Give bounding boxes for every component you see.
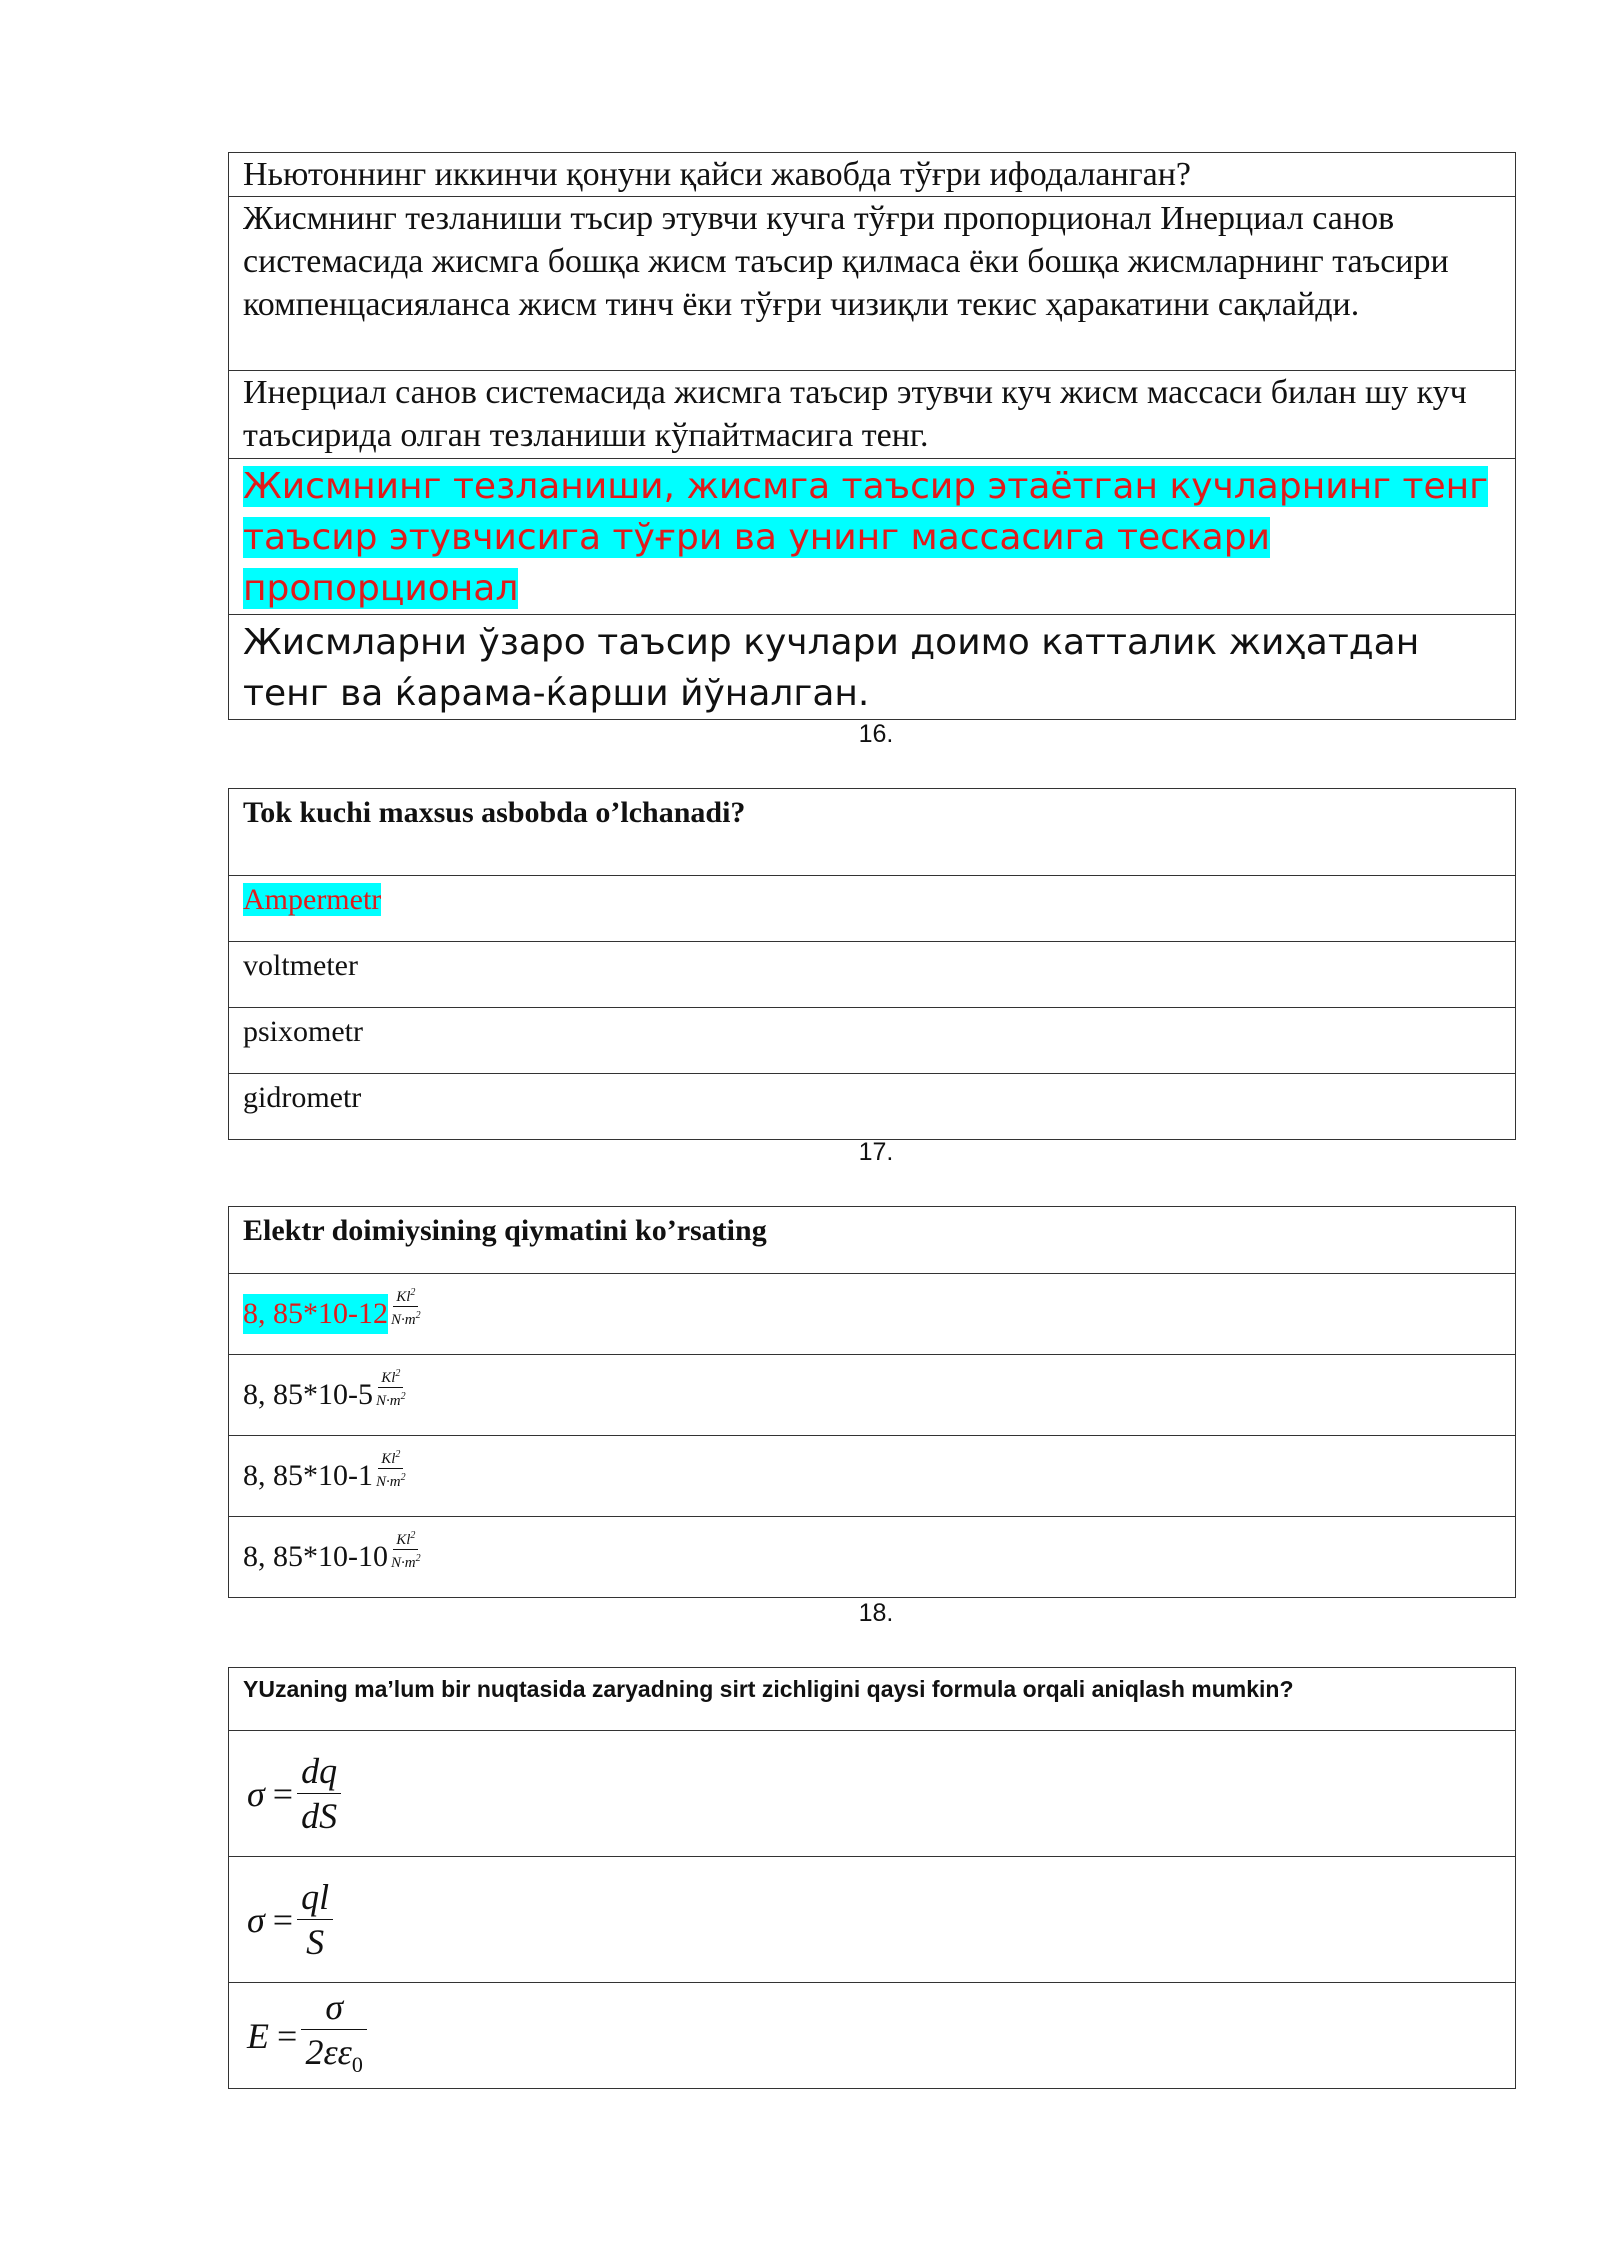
formula: E = $\frac{\sigma}{2\varepsilon\varepsilon_0}$ (243, 1987, 1501, 2085)
highlighted-answer: Ampermetr (243, 883, 382, 916)
answer-option: 8, 85*10-1 Kl$^2$ $N\cdot m^2$ (229, 1436, 1516, 1517)
answer-option: voltmeter (229, 942, 1516, 1008)
answer-option: 8, 85*10-10 Kl$^2$ $N\cdot m^2$ (229, 1517, 1516, 1598)
question-text: YUzaning ma’lum bir nuqtasida zaryadning sirt zichligini qaysi formula orqali aniqlash mumkin? (229, 1668, 1516, 1731)
answer-option: Жисмнинг тезланиши тъсир этувчи кучга тўғри пропорционал Инерциал санов системасида жисмга бошқа жисм таъсир қилмаса ёки бошқа жисмларнинг таъсири компенцасияланса жисм тинч ёки тўғри чизиқли текис ҳаракатини сақлайди. (229, 197, 1516, 371)
fraction: $\frac{\sigma}{2\varepsilon\varepsilon_0}$ (301, 1987, 367, 2085)
question-text: Ньютоннинг иккинчи қонуни қайси жавобда тўғри ифодаланган? (229, 153, 1516, 197)
formula: σ = $\frac{dq}{dS}$ (243, 1751, 1501, 1836)
question-18-table (228, 1667, 1516, 2089)
formula-option (229, 1983, 1516, 2089)
answer-option: Инерциал санов системасида жисмга таъсир этувчи куч жисм массаси билан шу куч таъсирида олган тезланиши кўпайтмасига тенг. (229, 371, 1516, 459)
unit-fraction: Kl$^2$ $N\cdot m^2$ (391, 1529, 421, 1571)
fraction: $\frac{dq}{dS}$ (297, 1751, 341, 1836)
formula: σ = $\frac{ql}{S}$ (243, 1877, 1501, 1962)
unit-fraction: Kl$^2$ $N\cdot m^2$ (376, 1367, 406, 1409)
question-text: Tok kuchi maxsus asbobda o’lchanadi? (229, 789, 1516, 876)
question-number: 18. (858, 1599, 894, 1627)
highlighted-answer: 8, 85*10-12 (243, 1294, 388, 1334)
question-text: Elektr doimiysining qiymatini ko’rsating (229, 1207, 1516, 1274)
question-17-table (228, 1206, 1516, 1598)
question-number: 17. (858, 1138, 894, 1166)
answer-option-correct (229, 459, 1516, 615)
question-15-table (228, 152, 1516, 720)
answer-option: Жисмларни ўзаро таъсир кучлари доимо катталик жиҳатдан тенг ва ќарама-ќарши йўналган. (229, 615, 1516, 720)
answer-option-correct (229, 1274, 1516, 1355)
highlighted-answer: Жисмнинг тезланиши, жисмга таъсир этаётган кучларнинг тенг таъсир этувчисига тўғри ва унинг массасига тескари пропорционал (243, 466, 1489, 609)
formula-option (229, 1731, 1516, 1857)
formula-option (229, 1857, 1516, 1983)
answer-option-correct (229, 876, 1516, 942)
question-number: 16. (858, 720, 894, 748)
unit-fraction: Kl$^2$ $N\cdot m^2$ (376, 1448, 406, 1490)
unit-fraction: Kl$^2$ $N\cdot m^2$ (391, 1286, 421, 1328)
fraction: $\frac{ql}{S}$ (297, 1877, 333, 1962)
answer-option: 8, 85*10-5 Kl$^2$ $N\cdot m^2$ (229, 1355, 1516, 1436)
question-16-table (228, 788, 1516, 1140)
answer-option: psixometr (229, 1008, 1516, 1074)
answer-option: gidrometr (229, 1074, 1516, 1140)
